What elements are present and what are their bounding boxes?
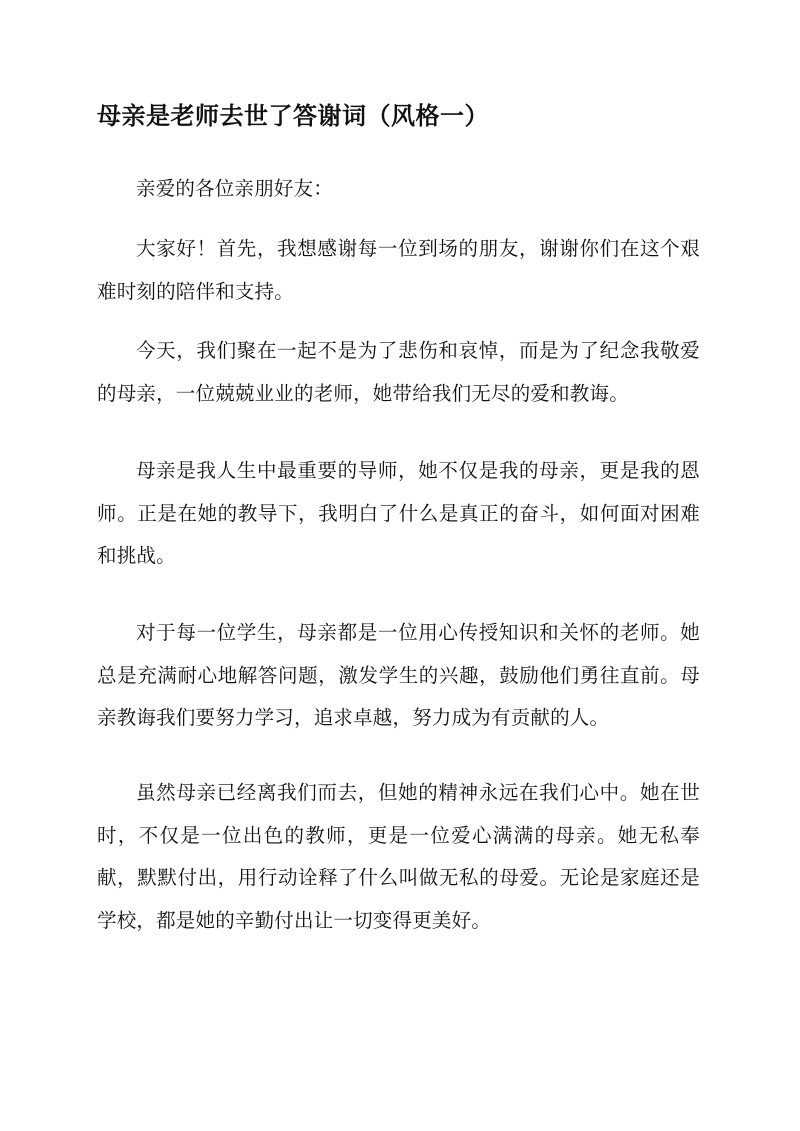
mentor-paragraph: 母亲是我人生中最重要的导师，她不仅是我的母亲，更是我的恩师。正是在她的教导下，我明白了什么是真正的奋斗，如何面对困难和挑战。 [97,459,700,567]
document-title: 母亲是老师去世了答谢词（风格一） [97,101,489,130]
students-paragraph: 对于每一位学生，母亲都是一位用心传授知识和关怀的老师。她总是充满耐心地解答问题，激发学生的兴趣，鼓励他们勇往直前。母亲教诲我们要努力学习，追求卓越，努力成为有贡献的人。 [97,621,700,729]
legacy-paragraph: 虽然母亲已经离我们而去，但她的精神永远在我们心中。她在世时，不仅是一位出色的教师，更是一位爱心满满的母亲。她无私奉献，默默付出，用行动诠释了什么叫做无私的母爱。无论是家庭还是学校，都是她的辛勤付出让一切变得更美好。 [97,781,700,932]
memorial-paragraph: 今天，我们聚在一起不是为了悲伤和哀悼，而是为了纪念我敬爱的母亲，一位兢兢业业的老师，她带给我们无尽的爱和教诲。 [97,339,700,405]
salutation-paragraph: 亲爱的各位亲朋好友： [136,177,334,200]
greeting-paragraph: 大家好！首先，我想感谢每一位到场的朋友，谢谢你们在这个艰难时刻的陪伴和支持。 [97,237,700,303]
